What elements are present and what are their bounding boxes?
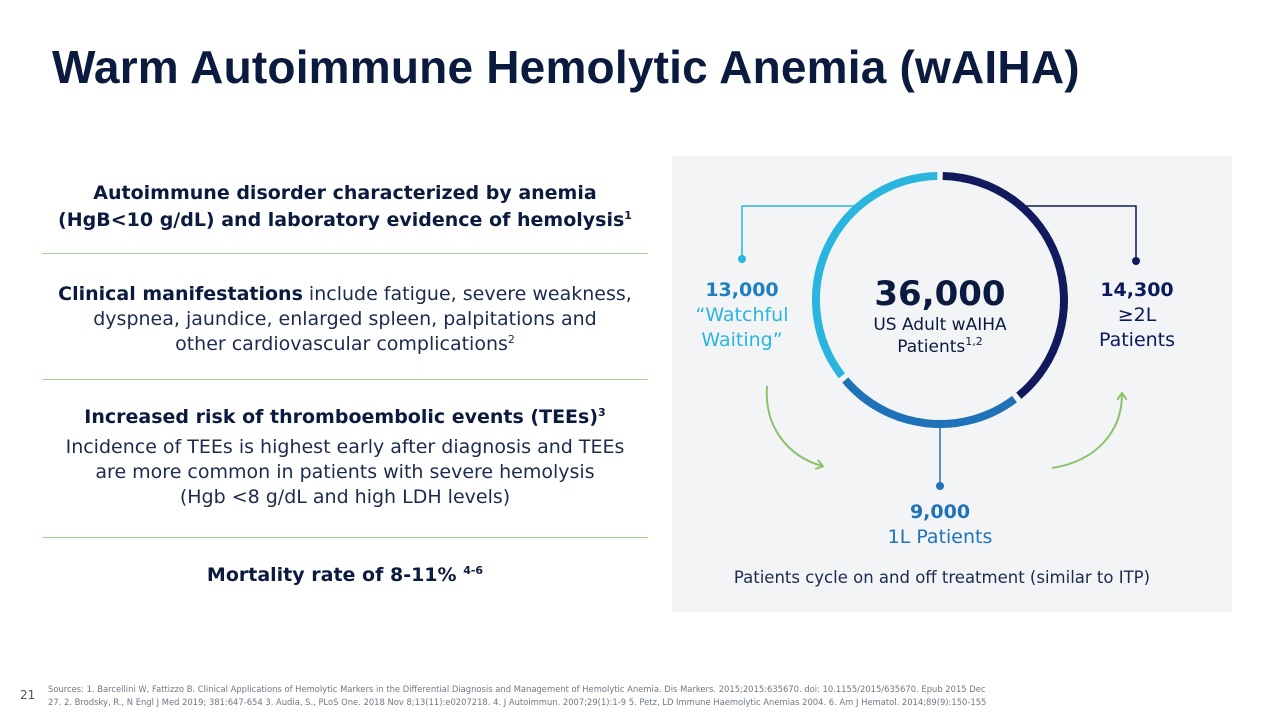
cycle-arrow-right — [1052, 394, 1122, 468]
mortality-text: Mortality rate of 8-11% — [206, 564, 457, 586]
leader-dot-1l — [936, 482, 944, 490]
fact-definition — [42, 168, 648, 254]
sources-line-2: 27. 2. Brodsky, R., N Engl J Med 2019; 381:647-654 3. Audia, S., PLoS One. 2018 Nov 8;13(11):e0207218. 4. J Autoimmun. 2007;29(1):1-9 5. Petz, LD Immune Haemolytic Anemias 2004. 6. Am J Hematol. 2014;89(9):150-155 — [48, 697, 987, 707]
center-line-1: US Adult wAIHA — [873, 315, 1007, 335]
donut-center-label — [840, 274, 1040, 358]
sources-line-1: Sources: 1. Barcellini W, Fattizzo B. Clinical Applications of Hemolytic Markers in the Differential Diagnosis and Management of Hemolytic Anemia. Dis Markers. 2015;2015:635670. doi: 10.1155/2015/635670. Epub 2015 Dec — [48, 684, 986, 694]
page-title: Warm Autoimmune Hemolytic Anemia (wAIHA) — [52, 41, 1080, 93]
definition-line-2: (HgB<10 g/dL) and laboratory evidence of hemolysis — [58, 209, 625, 231]
label-2l-patients — [1082, 278, 1192, 353]
2l-line-1: ≥2L — [1117, 304, 1157, 326]
fact-tee-risk — [42, 380, 648, 538]
1l-line-1: 1L Patients — [887, 526, 993, 548]
fact-clinical-manifestations — [42, 254, 648, 380]
total-patients: 36,000 — [874, 274, 1006, 314]
patient-segments-chart — [672, 156, 1232, 612]
cycle-arrow-left — [767, 386, 822, 466]
clinical-manifestations-label: Clinical manifestations — [58, 283, 303, 305]
2l-line-2: Patients — [1098, 329, 1176, 351]
definition-line-1: Autoimmune disorder characterized by anemia — [93, 182, 597, 204]
leader-dot-watchful — [738, 255, 746, 263]
donut-slice-1l — [845, 380, 1014, 424]
clinical-ref: 2 — [507, 333, 515, 346]
watchful-line-1: “Watchful — [695, 304, 789, 326]
clinical-line-2: dyspnea, jaundice, enlarged spleen, palpitations and — [93, 308, 597, 330]
tee-line-1: Incidence of TEEs is highest early after diagnosis and TEEs — [65, 436, 625, 458]
1l-value: 9,000 — [909, 501, 971, 523]
leader-line-watchful — [742, 206, 862, 259]
sources-footnote — [48, 683, 1183, 709]
tee-ref: 3 — [598, 406, 606, 419]
tee-title: Increased risk of thromboembolic events (TEEs) — [84, 406, 599, 428]
fact-mortality — [42, 538, 648, 589]
center-ref: 1,2 — [965, 335, 983, 348]
label-watchful-waiting — [682, 278, 802, 353]
chart-caption: Patients cycle on and off treatment (similar to ITP) — [733, 568, 1151, 587]
2l-value: 14,300 — [1100, 279, 1174, 301]
tee-line-3: (Hgb <8 g/dL and high LDH levels) — [179, 486, 511, 508]
leader-dot-2l — [1132, 257, 1140, 265]
watchful-line-2: Waiting” — [701, 329, 783, 351]
page-number: 21 — [20, 688, 36, 702]
mortality-ref: 4-6 — [463, 564, 484, 577]
watchful-value: 13,000 — [705, 279, 779, 301]
clinical-line-1: include fatigue, severe weakness, — [302, 283, 632, 305]
label-1l-patients — [860, 500, 1020, 550]
key-facts-column — [42, 168, 648, 589]
definition-ref: 1 — [624, 209, 632, 222]
center-line-2: Patients — [897, 337, 966, 357]
clinical-line-3: other cardiovascular complications — [175, 333, 508, 355]
tee-line-2: are more common in patients with severe hemolysis — [95, 461, 595, 483]
